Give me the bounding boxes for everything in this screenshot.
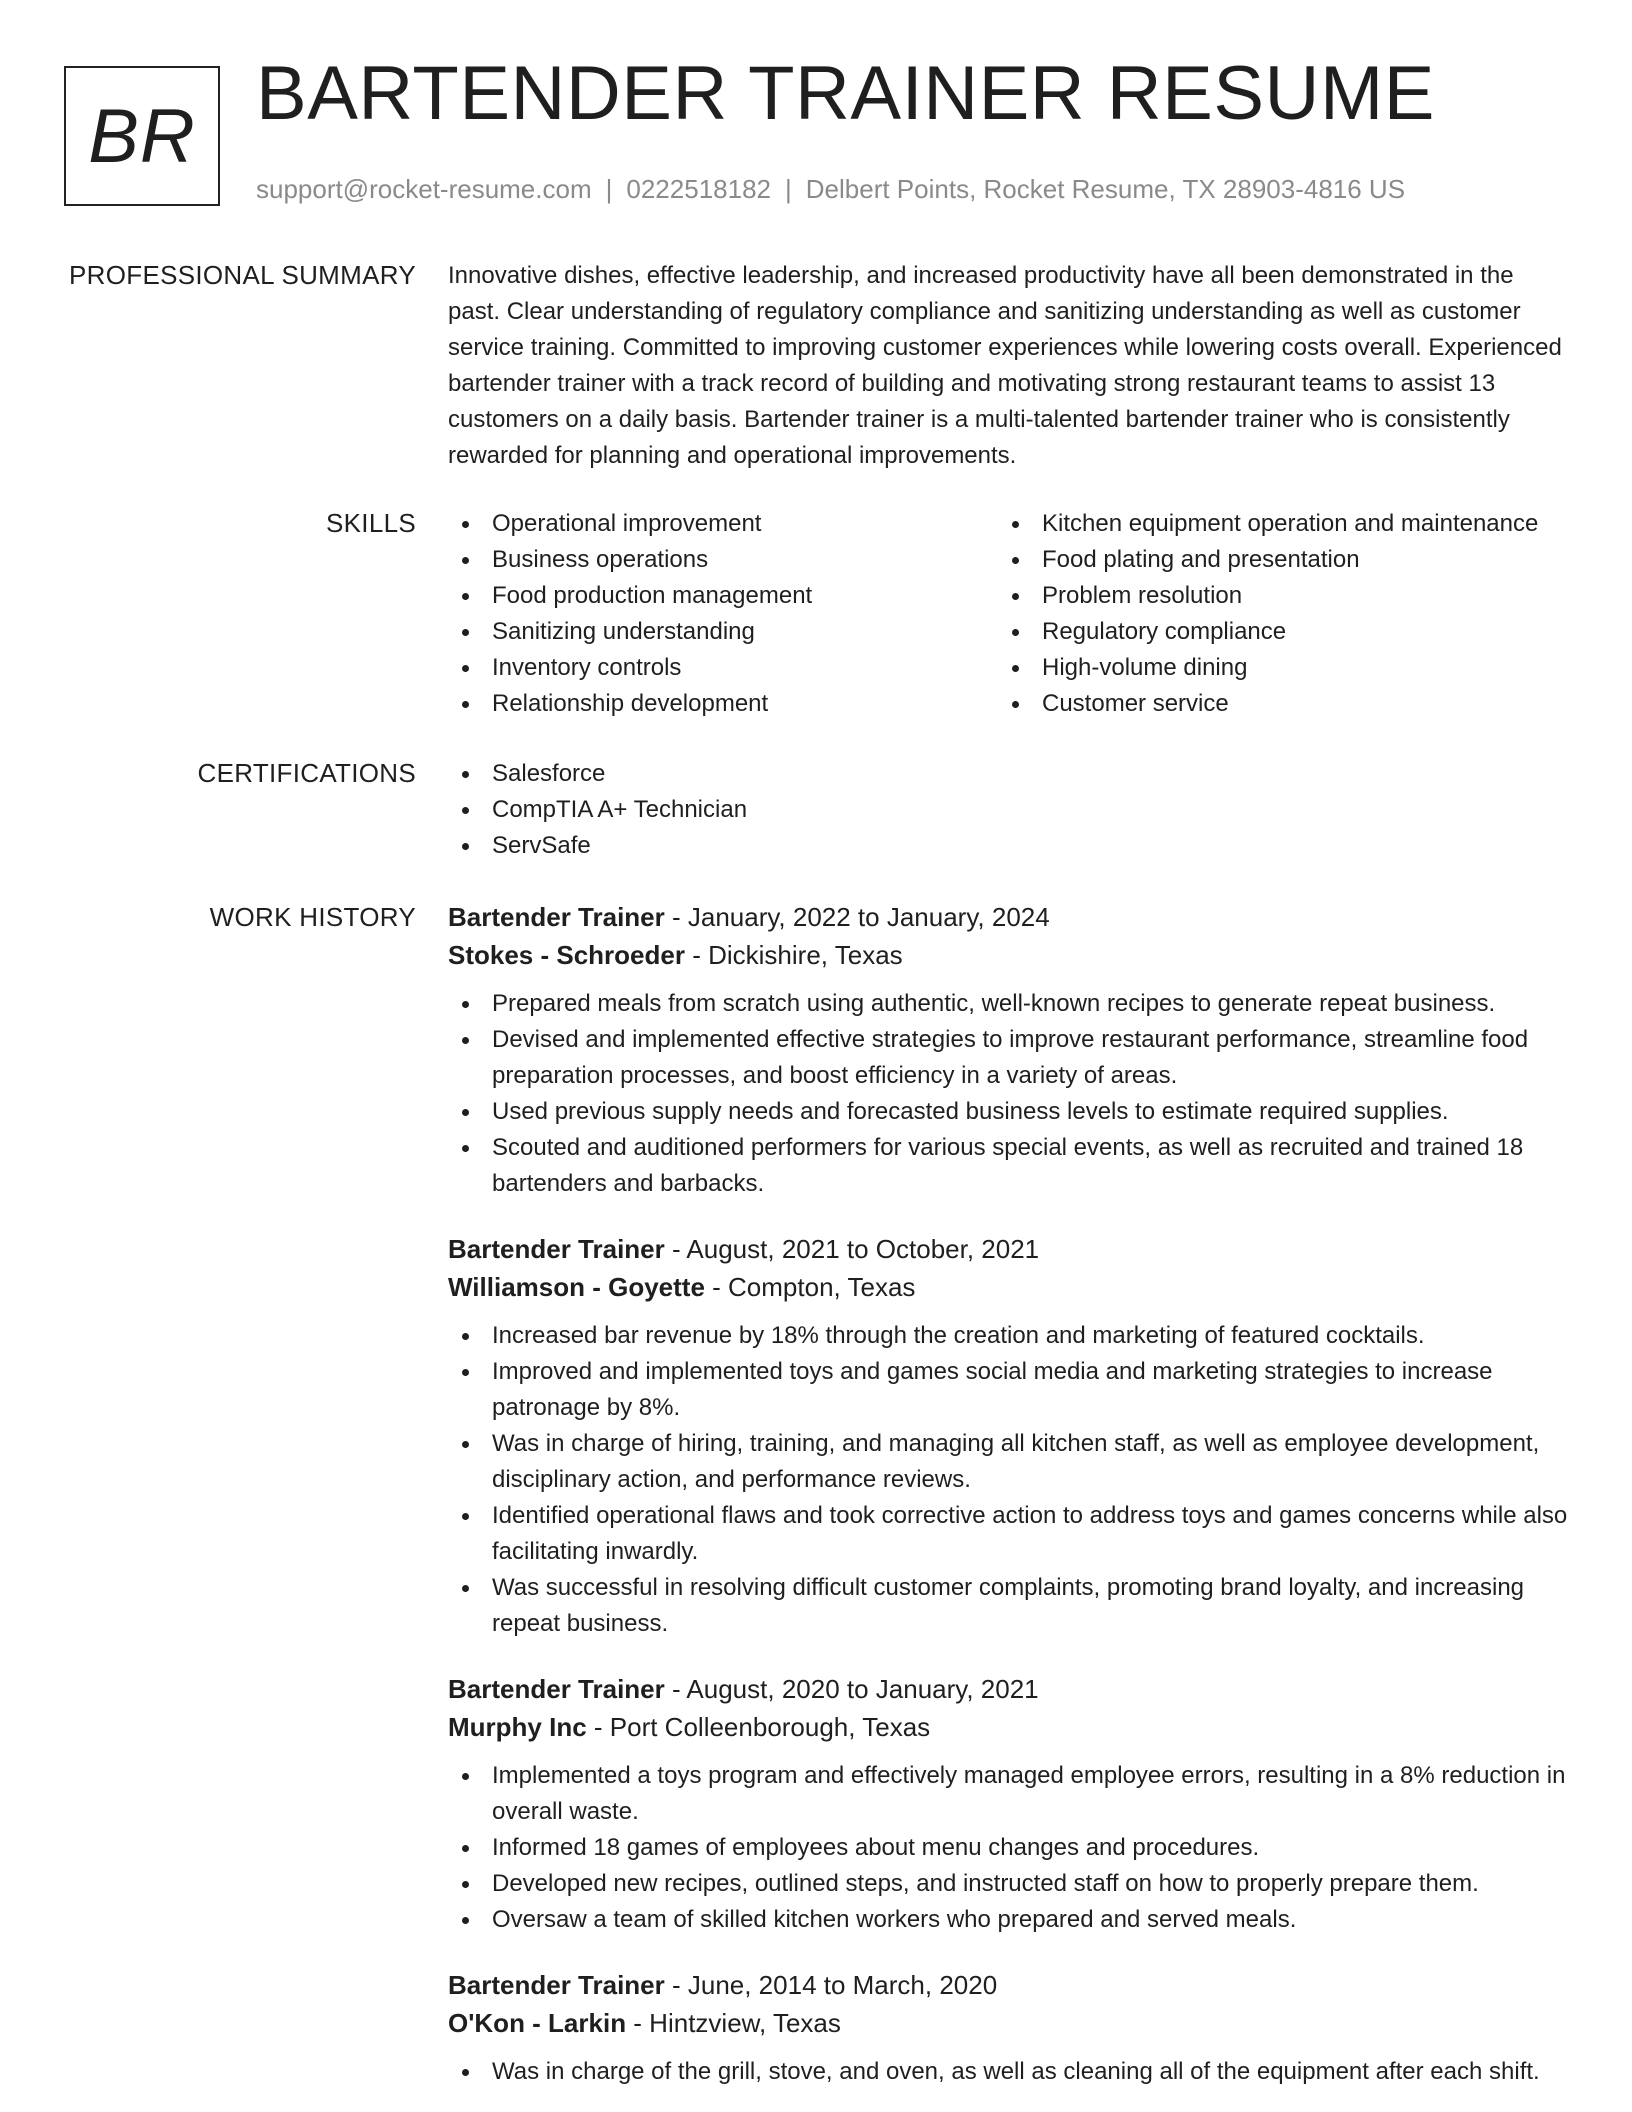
summary-body (448, 258, 1568, 474)
section-label-certifications: CERTIFICATIONS (197, 758, 416, 788)
certifications-body (448, 756, 1568, 864)
job-role: Bartender Trainer (448, 1234, 665, 1264)
contact-line (256, 174, 1405, 205)
job-location: - Port Colleenborough, Texas (586, 1712, 931, 1742)
job-role: Bartender Trainer (448, 1970, 665, 2000)
job-location: - Hintzview, Texas (626, 2008, 841, 2038)
section-label-summary: PROFESSIONAL SUMMARY (69, 260, 416, 290)
skill-item: Regulatory compliance (998, 614, 1548, 650)
certification-item: CompTIA A+ Technician (448, 792, 1568, 828)
job-title-line (448, 1230, 1568, 1268)
skill-item: Kitchen equipment operation and maintenance (998, 506, 1548, 542)
skill-item: High-volume dining (998, 650, 1548, 686)
job-company-line (448, 2004, 1568, 2042)
job-bullet: Scouted and auditioned performers for various special events, as well as recruited and trained 18 bartenders and barbacks. (448, 1130, 1568, 1202)
skill-item: Sanitizing understanding (448, 614, 998, 650)
job-dates: - August, 2021 to October, 2021 (664, 1234, 1040, 1264)
skills-list-right (998, 506, 1548, 722)
job-bullets (448, 1758, 1568, 1938)
job-entry (448, 1670, 1568, 1938)
job-role: Bartender Trainer (448, 902, 665, 932)
job-title-line (448, 1966, 1568, 2004)
job-company: Stokes - Schroeder (448, 940, 685, 970)
job-dates: - January, 2022 to January, 2024 (664, 902, 1050, 932)
job-bullet: Implemented a toys program and effectively managed employee errors, resulting in a 8% reduction in overall waste. (448, 1758, 1568, 1830)
certification-item: Salesforce (448, 756, 1568, 792)
job-bullets (448, 986, 1568, 1202)
job-entry (448, 1230, 1568, 1642)
job-company-line (448, 1708, 1568, 1746)
job-title-line (448, 1670, 1568, 1708)
resume-title: BARTENDER TRAINER RESUME (256, 51, 1435, 136)
contact-separator: | (605, 174, 613, 204)
skill-item: Business operations (448, 542, 998, 578)
job-bullet: Oversaw a team of skilled kitchen workers who prepared and served meals. (448, 1902, 1568, 1938)
job-dates: - June, 2014 to March, 2020 (664, 1970, 998, 2000)
skill-item: Relationship development (448, 686, 998, 722)
contact-address: Delbert Points, Rocket Resume, TX 28903-4816 US (805, 174, 1406, 204)
job-role: Bartender Trainer (448, 1674, 665, 1704)
contact-email: support@rocket-resume.com (256, 174, 592, 204)
job-entry (448, 898, 1568, 1202)
contact-phone: 0222518182 (626, 174, 771, 204)
skills-columns (448, 506, 1568, 722)
job-bullet: Identified operational flaws and took corrective action to address toys and games concerns while also facilitating inwardly. (448, 1498, 1568, 1570)
job-bullet: Devised and implemented effective strategies to improve restaurant performance, streamline food preparation processes, and boost efficiency in a variety of areas. (448, 1022, 1568, 1094)
skill-item: Inventory controls (448, 650, 998, 686)
summary-text: Innovative dishes, effective leadership, and increased productivity have all been demonstrated in the past. Clear understanding of regulatory compliance and sanitizing understanding as well as customer service training. Committed to improving customer experiences while lowering costs overall. Experienced bartender trainer with a track record of building and motivating strong restaurant teams to assist 13 customers on a daily basis. Bartender trainer is a multi-talented bartender trainer who is consistently rewarded for planning and operational improvements. (448, 262, 1562, 469)
skill-item: Food plating and presentation (998, 542, 1548, 578)
job-company-line (448, 1268, 1568, 1306)
certification-item: ServSafe (448, 828, 1568, 864)
job-bullet: Was in charge of the grill, stove, and oven, as well as cleaning all of the equipment after each shift. (448, 2054, 1568, 2090)
job-bullet: Informed 18 games of employees about menu changes and procedures. (448, 1830, 1568, 1866)
section-label-work-history: WORK HISTORY (209, 902, 416, 932)
job-company: Williamson - Goyette (448, 1272, 705, 1302)
job-company: Murphy Inc (448, 1712, 587, 1742)
job-bullet: Used previous supply needs and forecasted business levels to estimate required supplies. (448, 1094, 1568, 1130)
work-history-body (448, 898, 1568, 2112)
certifications-list (448, 756, 1568, 864)
job-title-line (448, 898, 1568, 936)
job-company: O'Kon - Larkin (448, 2008, 627, 2038)
job-bullet: Was successful in resolving difficult customer complaints, promoting brand loyalty, and increasing repeat business. (448, 1570, 1568, 1642)
job-location: - Compton, Texas (704, 1272, 916, 1302)
skills-list-left (448, 506, 998, 722)
job-bullet: Developed new recipes, outlined steps, and instructed staff on how to properly prepare them. (448, 1866, 1568, 1902)
job-bullet: Prepared meals from scratch using authentic, well-known recipes to generate repeat business. (448, 986, 1568, 1022)
skill-item: Customer service (998, 686, 1548, 722)
skill-item: Operational improvement (448, 506, 998, 542)
job-bullet: Was in charge of hiring, training, and managing all kitchen staff, as well as employee development, disciplinary action, and performance reviews. (448, 1426, 1568, 1498)
contact-separator: | (785, 174, 792, 204)
skill-item: Food production management (448, 578, 998, 614)
job-bullet: Improved and implemented toys and games social media and marketing strategies to increase patronage by 8%. (448, 1354, 1568, 1426)
job-entry (448, 1966, 1568, 2090)
job-company-line (448, 936, 1568, 974)
job-dates: - August, 2020 to January, 2021 (664, 1674, 1039, 1704)
job-bullets (448, 2054, 1568, 2090)
job-bullets (448, 1318, 1568, 1642)
skill-item: Problem resolution (998, 578, 1548, 614)
section-label-skills: SKILLS (326, 508, 416, 538)
job-location: - Dickishire, Texas (684, 940, 903, 970)
monogram-logo: BR (64, 66, 220, 206)
job-bullet: Increased bar revenue by 18% through the creation and marketing of featured cocktails. (448, 1318, 1568, 1354)
